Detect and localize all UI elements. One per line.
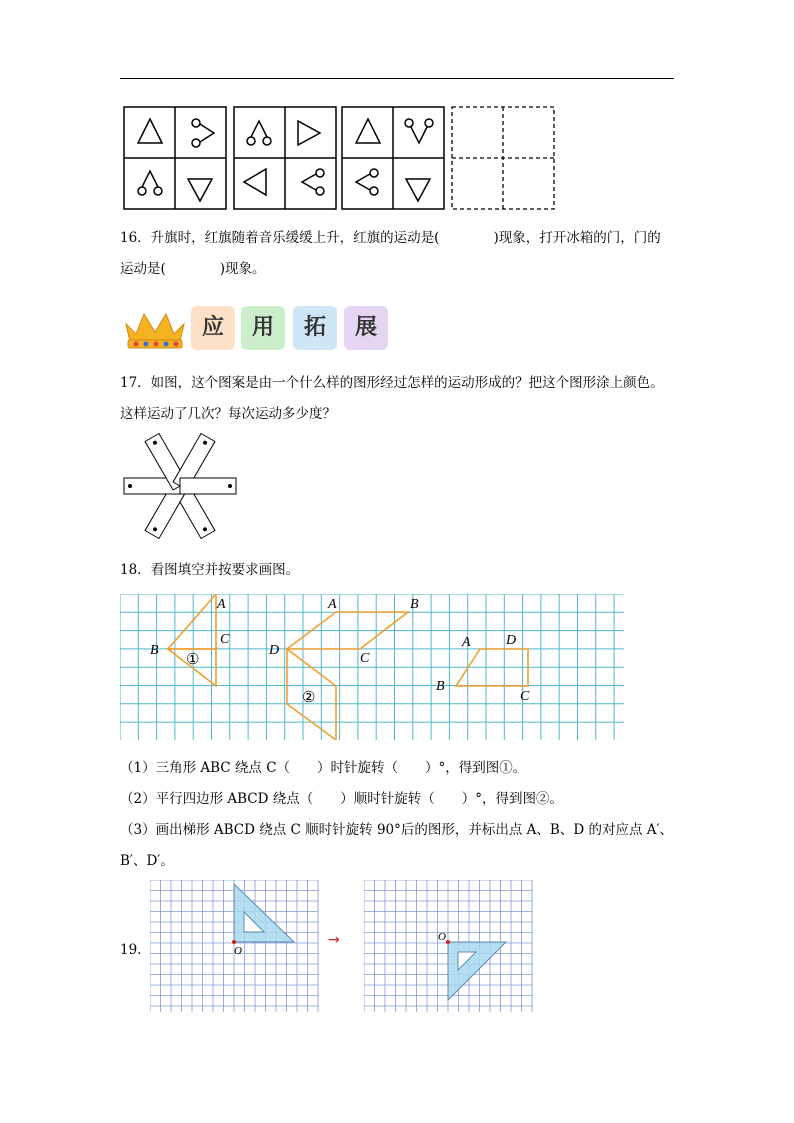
q18-title: 18．看图填空并按要求画图。 — [120, 562, 300, 578]
fig2-label-b: B — [410, 597, 419, 612]
q16-line-1: 16．升旗时，红旗随着音乐缓缓上升，红旗的运动是( )现象，打开冰箱的门，门的 — [120, 230, 661, 246]
triangle-up-icon — [138, 119, 162, 143]
fig3-label-b: B — [436, 679, 445, 694]
pinwheel-figure — [116, 432, 244, 540]
fig1-label-c: C — [220, 632, 230, 647]
fig3-label-d: D — [506, 633, 517, 648]
fig1-label-a: A — [217, 597, 226, 612]
q18-sub-2: （2）平行四边形 ABCD 绕点（ ）顺时针旋转（ ）°，得到图②。 — [120, 791, 563, 807]
fig2-label-c: C — [360, 651, 370, 666]
transform-arrow-icon: → — [328, 932, 340, 948]
banner-char-zhan: 展 — [344, 306, 388, 350]
point-o-after — [446, 940, 450, 944]
set-square-before — [234, 884, 294, 942]
point-o-before — [232, 940, 236, 944]
fig3-label-c: C — [520, 689, 530, 704]
point-o-label-before: O — [234, 945, 242, 957]
q19-grid-before — [150, 880, 320, 1014]
triangle-left-icon — [244, 169, 266, 195]
q19-number: 19. — [120, 942, 142, 958]
pattern-box-answer — [452, 107, 554, 209]
point-o-label-after: O — [438, 931, 446, 943]
triangle-right-icon — [298, 121, 320, 145]
pattern-sequence-figure — [122, 105, 558, 213]
q18-sub-1: （1）三角形 ABC 绕点 C（ ）时针旋转（ ）°，得到图①。 — [120, 760, 527, 776]
q17-line-2: 这样运动了几次？每次运动多少度？ — [120, 406, 336, 422]
q17-line-1: 17．如图，这个图案是由一个什么样的图形经过怎样的运动形成的？把这个图形涂上颜色。 — [120, 375, 664, 391]
q18-grid-figure — [120, 594, 624, 740]
fig1-label-b: B — [150, 643, 159, 658]
fig2-mark: ② — [302, 690, 316, 706]
q16-line-2: 运动是( )现象。 — [120, 261, 266, 277]
fig1-mark: ① — [186, 652, 200, 668]
fig2-label-a: A — [328, 597, 337, 612]
q18-sub-3-line-2: B′、D′。 — [120, 853, 174, 869]
crown-icon — [122, 310, 188, 350]
q19-grid-after — [364, 880, 534, 1014]
banner-char-ying: 应 — [191, 306, 235, 350]
fig3-label-a: A — [462, 635, 471, 650]
banner-char-tuo: 拓 — [293, 306, 337, 350]
set-square-after — [448, 942, 506, 1000]
triangle-down-icon — [188, 179, 212, 201]
header-rule — [120, 78, 674, 79]
banner-char-yong: 用 — [241, 306, 285, 350]
arrow-right-shape-icon — [200, 124, 214, 142]
fig2-label-d: D — [269, 643, 280, 658]
q18-sub-3-line-1: （3）画出梯形 ABCD 绕点 C 顺时针旋转 90°后的图形，并标出点 A、B、D 的对应点 A′、 — [120, 822, 674, 838]
